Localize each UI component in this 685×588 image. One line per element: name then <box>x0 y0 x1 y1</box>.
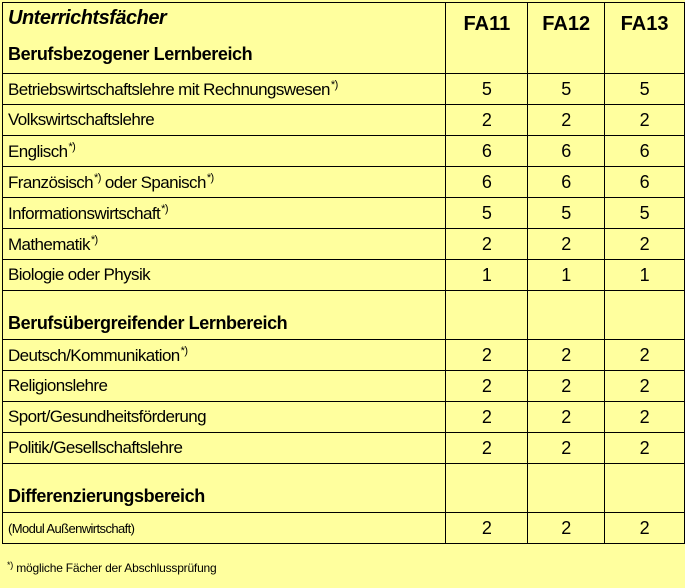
subject-cell <box>3 402 446 433</box>
table-row <box>3 229 685 260</box>
hours-value: 2 <box>561 437 572 458</box>
footnote-marker: *) <box>90 233 98 246</box>
subject-name: Mathematik <box>8 234 90 254</box>
hours-cell-fa13 <box>605 340 685 371</box>
footnote-marker: *) <box>94 171 101 184</box>
hours-cell-fa13 <box>605 433 685 464</box>
subject-cell <box>3 513 446 544</box>
hours-value: 2 <box>561 109 572 130</box>
hours-cell-fa11 <box>446 74 528 105</box>
hours-cell-fa11 <box>446 402 528 433</box>
hours-value: 2 <box>481 233 492 254</box>
subject-name: Deutsch/Kommunikation <box>8 345 180 365</box>
hours-cell-fa13 <box>605 229 685 260</box>
hours-value: 2 <box>481 375 492 396</box>
table-row <box>3 340 685 371</box>
empty-cell <box>605 464 685 513</box>
hours-cell-fa11 <box>446 371 528 402</box>
hours-cell-fa11 <box>446 340 528 371</box>
subject-name: Politik/Gesellschaftslehre <box>8 438 183 457</box>
footnote-marker: *) <box>206 171 214 184</box>
subject-cell <box>3 340 446 371</box>
subject-cell <box>3 260 446 291</box>
table-row <box>3 136 685 167</box>
hours-cell-fa13 <box>605 198 685 229</box>
hours-cell-fa13 <box>605 513 685 544</box>
subject-cell <box>3 167 446 198</box>
subject-name: Religionslehre <box>8 376 108 395</box>
subject-cell <box>3 433 446 464</box>
hours-cell-fa12 <box>528 136 605 167</box>
hours-value: 2 <box>639 406 650 427</box>
hours-value: 2 <box>481 517 492 538</box>
hours-value: 2 <box>481 406 492 427</box>
subject-cell <box>3 136 446 167</box>
section-title: Berufsübergreifender Lernbereich <box>8 313 288 333</box>
column-header-fa13 <box>605 3 685 74</box>
subject-cell <box>3 198 446 229</box>
hours-cell-fa12 <box>528 371 605 402</box>
subject-name: Französisch <box>8 172 94 192</box>
hours-value: 6 <box>639 171 650 192</box>
hours-cell-fa13 <box>605 74 685 105</box>
subject-name: Informationswirtschaft <box>8 203 161 223</box>
hours-value: 1 <box>481 264 492 285</box>
hours-cell-fa12 <box>528 229 605 260</box>
hours-cell-fa11 <box>446 260 528 291</box>
empty-cell <box>528 291 605 340</box>
column-header-label: FA11 <box>463 13 511 35</box>
table-row <box>3 105 685 136</box>
hours-cell-fa12 <box>528 260 605 291</box>
hours-cell-fa11 <box>446 433 528 464</box>
hours-cell-fa13 <box>605 371 685 402</box>
hours-value: 5 <box>561 202 572 223</box>
footnote <box>6 560 217 575</box>
table-row <box>3 198 685 229</box>
hours-value: 6 <box>481 140 492 161</box>
hours-value: 2 <box>561 233 572 254</box>
hours-value: 5 <box>639 78 650 99</box>
table-row <box>3 513 685 544</box>
hours-value: 6 <box>481 171 492 192</box>
hours-cell-fa11 <box>446 167 528 198</box>
empty-cell <box>528 464 605 513</box>
hours-cell-fa12 <box>528 402 605 433</box>
subject-name-alt: oder Spanisch <box>100 172 206 192</box>
hours-cell-fa12 <box>528 105 605 136</box>
hours-value: 2 <box>561 375 572 396</box>
empty-cell <box>446 464 528 513</box>
table-row <box>3 167 685 198</box>
empty-cell <box>605 291 685 340</box>
table-row <box>3 74 685 105</box>
footnote-marker: *) <box>68 140 76 153</box>
hours-cell-fa13 <box>605 167 685 198</box>
hours-value: 2 <box>481 344 492 365</box>
hours-cell-fa11 <box>446 198 528 229</box>
section-title-cell <box>3 291 446 340</box>
header-subject-cell <box>3 3 446 74</box>
hours-value: 2 <box>481 109 492 130</box>
section-header-row <box>3 464 685 513</box>
section-title: Berufsbezogener Lernbereich <box>8 44 253 64</box>
hours-value: 5 <box>561 78 572 99</box>
hours-cell-fa12 <box>528 433 605 464</box>
subject-name: Englisch <box>8 141 68 161</box>
subject-cell <box>3 371 446 402</box>
column-header-fa11 <box>446 3 528 74</box>
hours-cell-fa13 <box>605 260 685 291</box>
hours-cell-fa13 <box>605 105 685 136</box>
subject-name: Sport/Gesundheitsförderung <box>8 407 206 426</box>
table-row <box>3 371 685 402</box>
hours-value: 5 <box>639 202 650 223</box>
hours-cell-fa13 <box>605 136 685 167</box>
hours-value: 6 <box>639 140 650 161</box>
hours-value: 5 <box>481 78 492 99</box>
table-row <box>3 433 685 464</box>
hours-value: 2 <box>561 406 572 427</box>
section-header-row <box>3 3 685 74</box>
subject-cell <box>3 105 446 136</box>
hours-value: 5 <box>481 202 492 223</box>
hours-value: 6 <box>561 140 572 161</box>
subject-name: (Modul Außenwirtschaft) <box>8 521 135 536</box>
footnote-marker: *) <box>180 344 188 357</box>
hours-cell-fa13 <box>605 402 685 433</box>
hours-value: 1 <box>561 264 572 285</box>
hours-cell-fa11 <box>446 513 528 544</box>
hours-value: 2 <box>481 437 492 458</box>
subject-cell <box>3 74 446 105</box>
hours-cell-fa11 <box>446 136 528 167</box>
table-row <box>3 402 685 433</box>
hours-value: 2 <box>561 344 572 365</box>
hours-cell-fa12 <box>528 167 605 198</box>
hours-value: 2 <box>639 375 650 396</box>
hours-value: 2 <box>561 517 572 538</box>
hours-cell-fa12 <box>528 340 605 371</box>
hours-cell-fa12 <box>528 74 605 105</box>
hours-value: 2 <box>639 517 650 538</box>
subject-cell <box>3 229 446 260</box>
column-header-label: FA12 <box>542 13 591 35</box>
empty-cell <box>446 291 528 340</box>
column-header-label: FA13 <box>620 13 669 35</box>
column-header-fa12 <box>528 3 605 74</box>
subject-name: Biologie oder Physik <box>8 265 151 284</box>
hours-value: 2 <box>639 233 650 254</box>
subjects-table <box>2 2 685 544</box>
hours-value: 2 <box>639 109 650 130</box>
subject-name: Volkswirtschaftslehre <box>8 110 155 129</box>
footnote-marker: *) <box>161 202 168 215</box>
hours-value: 6 <box>561 171 572 192</box>
hours-value: 2 <box>639 344 650 365</box>
hours-cell-fa11 <box>446 105 528 136</box>
hours-value: 1 <box>639 264 650 285</box>
table-row <box>3 260 685 291</box>
hours-cell-fa12 <box>528 513 605 544</box>
hours-value: 2 <box>639 437 650 458</box>
footnote-text: mögliche Fächer der Abschlussprüfung <box>13 561 217 575</box>
section-title-cell <box>3 464 446 513</box>
section-title: Differenzierungsbereich <box>8 486 205 506</box>
table-title: Unterrichtsfächer <box>8 7 167 29</box>
subject-name: Betriebswirtschaftslehre mit Rechnungswesen <box>8 79 330 99</box>
hours-cell-fa11 <box>446 229 528 260</box>
hours-cell-fa12 <box>528 198 605 229</box>
footnote-marker: *) <box>330 78 338 91</box>
section-header-row <box>3 291 685 340</box>
footnote-mark: *) <box>7 560 14 570</box>
